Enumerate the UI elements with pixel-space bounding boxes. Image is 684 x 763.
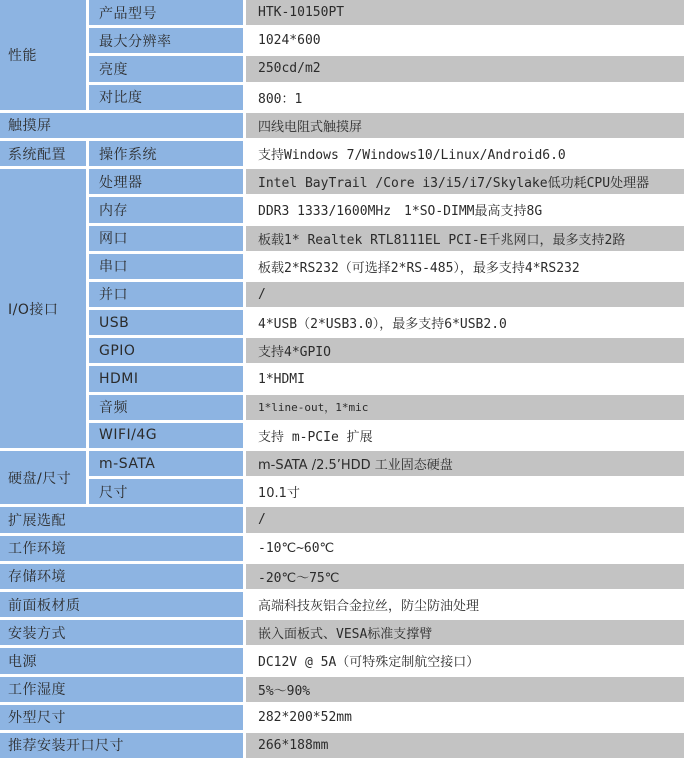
spec-value-cell: 板载1* Realtek RTL8111EL PCI-E千兆网口，最多支持2路: [246, 226, 684, 251]
spec-value-cell: HTK-10150PT: [246, 0, 684, 25]
category-cell: I/O接口: [0, 169, 86, 448]
category-cell: 工作环境: [0, 536, 243, 561]
spec-value-cell: 1024*600: [246, 28, 684, 53]
spec-value-cell: Intel BayTrail /Core i3/i5/i7/Skylake低功耗CPU处理器: [246, 169, 684, 194]
spec-value-cell: 250cd/m2: [246, 56, 684, 81]
spec-value-cell: DDR3 1333/1600MHz 1*SO-DIMM最高支持8G: [246, 197, 684, 222]
spec-value-cell: 板载2*RS232（可选择2*RS-485），最多支持4*RS232: [246, 254, 684, 279]
spec-value-cell: 嵌入面板式、VESA标准支撑臂: [246, 620, 684, 645]
spec-name-cell: 尺寸: [89, 479, 243, 504]
spec-value-cell: /: [246, 507, 684, 532]
spec-value-cell: 支持4*GPIO: [246, 338, 684, 363]
spec-name-cell: 产品型号: [89, 0, 243, 25]
spec-value-cell: 800：1: [246, 85, 684, 110]
spec-value-cell: 支持Windows 7/Windows10/Linux/Android6.0: [246, 141, 684, 166]
spec-name-cell: 对比度: [89, 85, 243, 110]
category-cell: 硬盘/尺寸: [0, 451, 86, 504]
spec-name-cell: 串口: [89, 254, 243, 279]
spec-name-cell: 亮度: [89, 56, 243, 81]
spec-name-cell: m-SATA: [89, 451, 243, 476]
spec-name-cell: 网口: [89, 226, 243, 251]
spec-value-cell: 1*line-out，1*mic: [246, 395, 684, 420]
spec-name-cell: GPIO: [89, 338, 243, 363]
spec-name-cell: USB: [89, 310, 243, 335]
spec-name-cell: 处理器: [89, 169, 243, 194]
spec-value-cell: -20℃～75℃: [246, 564, 684, 589]
category-cell: 性能: [0, 0, 86, 110]
category-cell: 电源: [0, 648, 243, 673]
category-cell: 扩展选配: [0, 507, 243, 532]
category-cell: 工作湿度: [0, 677, 243, 702]
spec-value-cell: 高端科技灰铝合金拉丝，防尘防油处理: [246, 592, 684, 617]
spec-value-cell: 266*188mm: [246, 733, 684, 758]
category-cell: 系统配置: [0, 141, 86, 166]
spec-value-cell: 282*200*52mm: [246, 705, 684, 730]
spec-value-cell: 支持 m-PCIe 扩展: [246, 423, 684, 448]
spec-value-cell: 10.1寸: [246, 479, 684, 504]
category-cell: 推荐安装开口尺寸: [0, 733, 243, 758]
spec-name-cell: 音频: [89, 395, 243, 420]
category-cell: 触摸屏: [0, 113, 243, 138]
spec-value-cell: 1*HDMI: [246, 366, 684, 391]
spec-value-cell: 4*USB（2*USB3.0），最多支持6*USB2.0: [246, 310, 684, 335]
spec-name-cell: HDMI: [89, 366, 243, 391]
spec-name-cell: 最大分辨率: [89, 28, 243, 53]
category-cell: 存储环境: [0, 564, 243, 589]
spec-value-cell: DC12V @ 5A（可特殊定制航空接口）: [246, 648, 684, 673]
spec-name-cell: 操作系统: [89, 141, 243, 166]
spec-value-cell: 四线电阻式触摸屏: [246, 113, 684, 138]
category-cell: 前面板材质: [0, 592, 243, 617]
spec-value-cell: m-SATA /2.5’HDD 工业固态硬盘: [246, 451, 684, 476]
category-cell: 外型尺寸: [0, 705, 243, 730]
spec-value-cell: -10℃~60℃: [246, 536, 684, 561]
spec-name-cell: WIFI/4G: [89, 423, 243, 448]
spec-name-cell: 并口: [89, 282, 243, 307]
category-cell: 安装方式: [0, 620, 243, 645]
spec-value-cell: /: [246, 282, 684, 307]
spec-name-cell: 内存: [89, 197, 243, 222]
spec-value-cell: 5%～90%: [246, 677, 684, 702]
